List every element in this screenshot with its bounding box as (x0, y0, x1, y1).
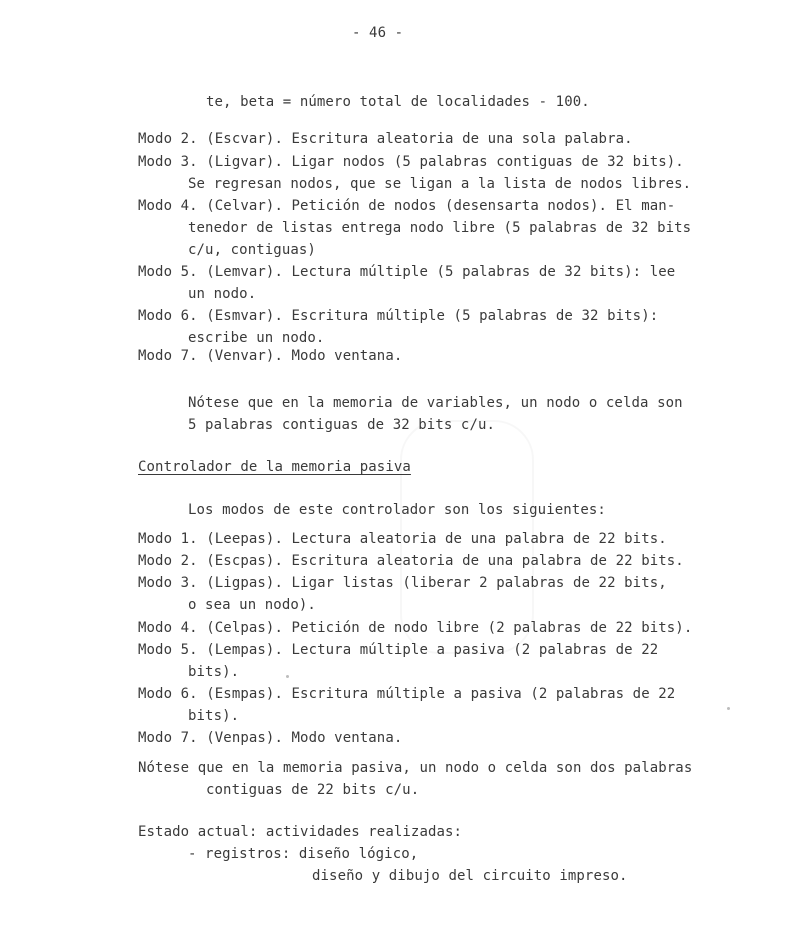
text-line: tenedor de listas entrega nodo libre (5 palabras de 32 bits (188, 220, 692, 236)
text-line: bits). (188, 664, 240, 680)
text-line: Nótese que en la memoria pasiva, un nodo o celda son dos palabras (138, 760, 693, 776)
text-line: un nodo. (188, 286, 257, 302)
text-line: Se regresan nodos, que se ligan a la lista de nodos libres. (188, 176, 692, 192)
text-line: bits). (188, 708, 240, 724)
text-line: Modo 5. (Lempas). Lectura múltiple a pasiva (2 palabras de 22 (138, 642, 659, 658)
text-line: Modo 2. (Escpas). Escritura aleatoria de una palabra de 22 bits. (138, 553, 684, 569)
text-line: Modo 4. (Celvar). Petición de nodos (desensarta nodos). El man- (138, 198, 676, 214)
text-line: Modo 4. (Celpas). Petición de nodo libre (2 palabras de 22 bits). (138, 620, 693, 636)
text-line: Los modos de este controlador son los siguientes: (188, 502, 606, 518)
text-line: Modo 5. (Lemvar). Lectura múltiple (5 palabras de 32 bits): lee (138, 264, 676, 280)
text-line: c/u, contiguas) (188, 242, 316, 258)
text-line: Modo 7. (Venvar). Modo ventana. (138, 348, 403, 364)
text-line: Modo 1. (Leepas). Lectura aleatoria de una palabra de 22 bits. (138, 531, 667, 547)
section-heading: Controlador de la memoria pasiva (138, 459, 411, 475)
text-line: Modo 3. (Ligvar). Ligar nodos (5 palabras contiguas de 32 bits). (138, 154, 684, 170)
text-line: Modo 3. (Ligpas). Ligar listas (liberar 2 palabras de 22 bits, (138, 575, 667, 591)
text-line: Modo 2. (Escvar). Escritura aleatoria de una sola palabra. (138, 131, 633, 147)
text-line: - registros: diseño lógico, (188, 846, 419, 862)
text-line: Nótese que en la memoria de variables, un nodo o celda son (188, 395, 683, 411)
text-line: Modo 6. (Esmvar). Escritura múltiple (5 palabras de 32 bits): (138, 308, 659, 324)
text-line: 5 palabras contiguas de 32 bits c/u. (188, 417, 496, 433)
text-line: te, beta = número total de localidades - 100. (206, 94, 590, 110)
page-number: - 46 - (352, 25, 404, 41)
text-line: o sea un nodo). (188, 597, 316, 613)
text-line: contiguas de 22 bits c/u. (206, 782, 420, 798)
text-line: escribe un nodo. (188, 330, 325, 346)
text-line: Estado actual: actividades realizadas: (138, 824, 463, 840)
text-line: Modo 7. (Venpas). Modo ventana. (138, 730, 403, 746)
text-line: diseño y dibujo del circuito impreso. (312, 868, 628, 884)
text-line: Modo 6. (Esmpas). Escritura múltiple a pasiva (2 palabras de 22 (138, 686, 676, 702)
speck-mark (727, 707, 730, 710)
speck-mark (286, 675, 289, 678)
